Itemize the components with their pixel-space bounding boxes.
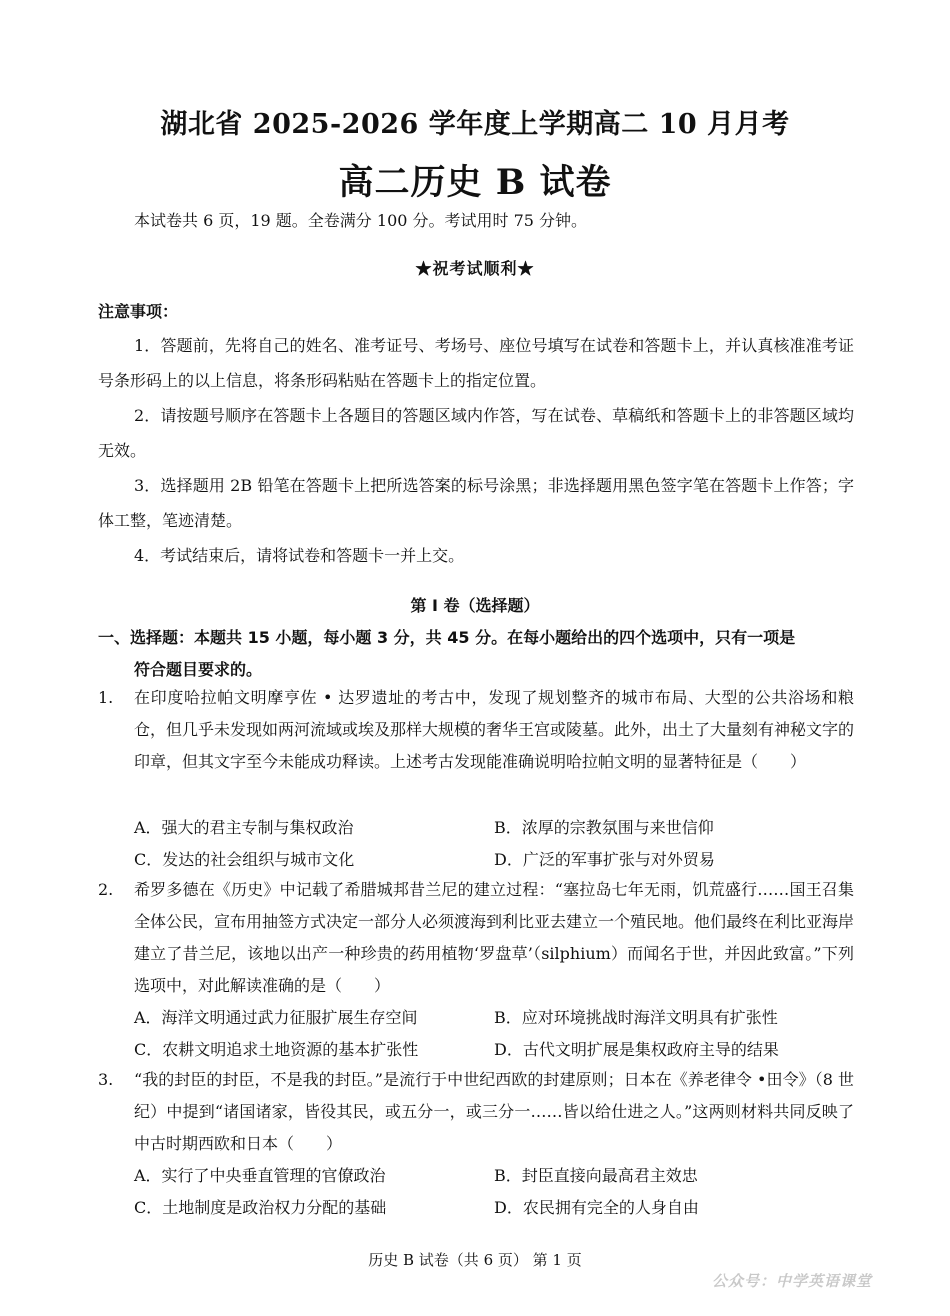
question-number: 2. bbox=[98, 880, 114, 899]
part-instructions bbox=[98, 622, 858, 686]
option-b: B．应对环境挑战时海洋文明具有扩张性 bbox=[494, 1008, 778, 1027]
option-c: C．发达的社会组织与城市文化 bbox=[134, 850, 355, 869]
notice-heading: 注意事项： bbox=[98, 302, 179, 321]
question-stem: 希罗多德在《历史》中记载了希腊城邦昔兰尼的建立过程：“塞拉岛七年无雨，饥荒盛行……国王召集全体公民，宣布用抽签方式决定一部分人必须渡海到利比亚去建立一个殖民地。他们最终在利比亚海岸建立了昔兰尼，该地以出产一种珍贵的药用植物‘罗盘草’（silphium）而闻名于世，并因此致富。”下列选项中，对此解读准确的是（ ） bbox=[134, 880, 855, 995]
notice-item-1: 1．答题前，先将自己的姓名、准考证号、考场号、座位号填写在试卷和答题卡上，并认真核准准考证号条形码上的以上信息，将条形码粘贴在答题卡上的指定位置。 bbox=[98, 336, 854, 390]
watermark: 公众号：中学英语课堂 bbox=[712, 1272, 873, 1290]
option-a: A．实行了中央垂直管理的官僚政治 bbox=[134, 1166, 386, 1185]
good-luck-banner: ★祝考试顺利★ bbox=[415, 259, 535, 278]
part-instructions-line2: 符合题目要求的。 bbox=[134, 660, 263, 679]
question-number: 1. bbox=[98, 688, 114, 707]
part-instructions-line1: 一、选择题：本题共 15 小题，每小题 3 分，共 45 分。在每小题给出的四个选项中，只有一项是 bbox=[98, 628, 796, 647]
notice-item-4: 4．考试结束后，请将试卷和答题卡一并上交。 bbox=[134, 546, 465, 565]
page-footer: 历史 B 试卷（共 6 页） 第 1 页 bbox=[368, 1251, 582, 1269]
question-stem: 在印度哈拉帕文明摩亨佐 • 达罗遗址的考古中，发现了规划整齐的城市布局、大型的公共浴场和粮仓，但几乎未发现如两河流域或埃及那样大规模的奢华王宫或陵墓。此外，出土了大量刻有神秘文字的印章，但其文字至今未能成功释读。上述考古发现能准确说明哈拉帕文明的显著特征是（ ） bbox=[134, 688, 855, 771]
option-b: B．浓厚的宗教氛围与来世信仰 bbox=[494, 818, 714, 837]
option-c: C．土地制度是政治权力分配的基础 bbox=[134, 1198, 387, 1217]
option-b: B．封臣直接向最高君主效忠 bbox=[494, 1166, 698, 1185]
option-c: C．农耕文明追求土地资源的基本扩张性 bbox=[134, 1040, 419, 1059]
exam-subtitle: 高二历史 B 试卷 bbox=[338, 162, 612, 203]
question-stem: “我的封臣的封臣，不是我的封臣。”是流行于中世纪西欧的封建原则；日本在《养老律令 •田令》（8 世纪）中提到“诸国诸家，皆役其民，或五分一，或三分一……皆以给仕进之人。”这两则材料共同反映了中古时期西欧和日本（ ） bbox=[134, 1070, 854, 1153]
option-a: A．海洋文明通过武力征服扩展生存空间 bbox=[134, 1008, 418, 1027]
notice-item-3: 3．选择题用 2B 铅笔在答题卡上把所选答案的标号涂黑；非选择题用黑色签字笔在答题卡上作答；字体工整，笔迹清楚。 bbox=[98, 476, 854, 530]
exam-intro: 本试卷共 6 页，19 题。全卷满分 100 分。考试用时 75 分钟。 bbox=[134, 211, 588, 230]
option-d: D．古代文明扩展是集权政府主导的结果 bbox=[494, 1040, 779, 1059]
section-title: 第 I 卷（选择题） bbox=[410, 596, 540, 615]
option-a: A．强大的君主专制与集权政治 bbox=[134, 818, 354, 837]
exam-title: 湖北省 2025-2026 学年度上学期高二 10 月月考 bbox=[160, 109, 790, 140]
option-d: D．广泛的军事扩张与对外贸易 bbox=[494, 850, 715, 869]
question-number: 3. bbox=[98, 1070, 114, 1089]
option-d: D．农民拥有完全的人身自由 bbox=[494, 1198, 699, 1217]
notice-item-2: 2．请按题号顺序在答题卡上各题目的答题区域内作答，写在试卷、草稿纸和答题卡上的非答题区域均无效。 bbox=[98, 406, 854, 460]
